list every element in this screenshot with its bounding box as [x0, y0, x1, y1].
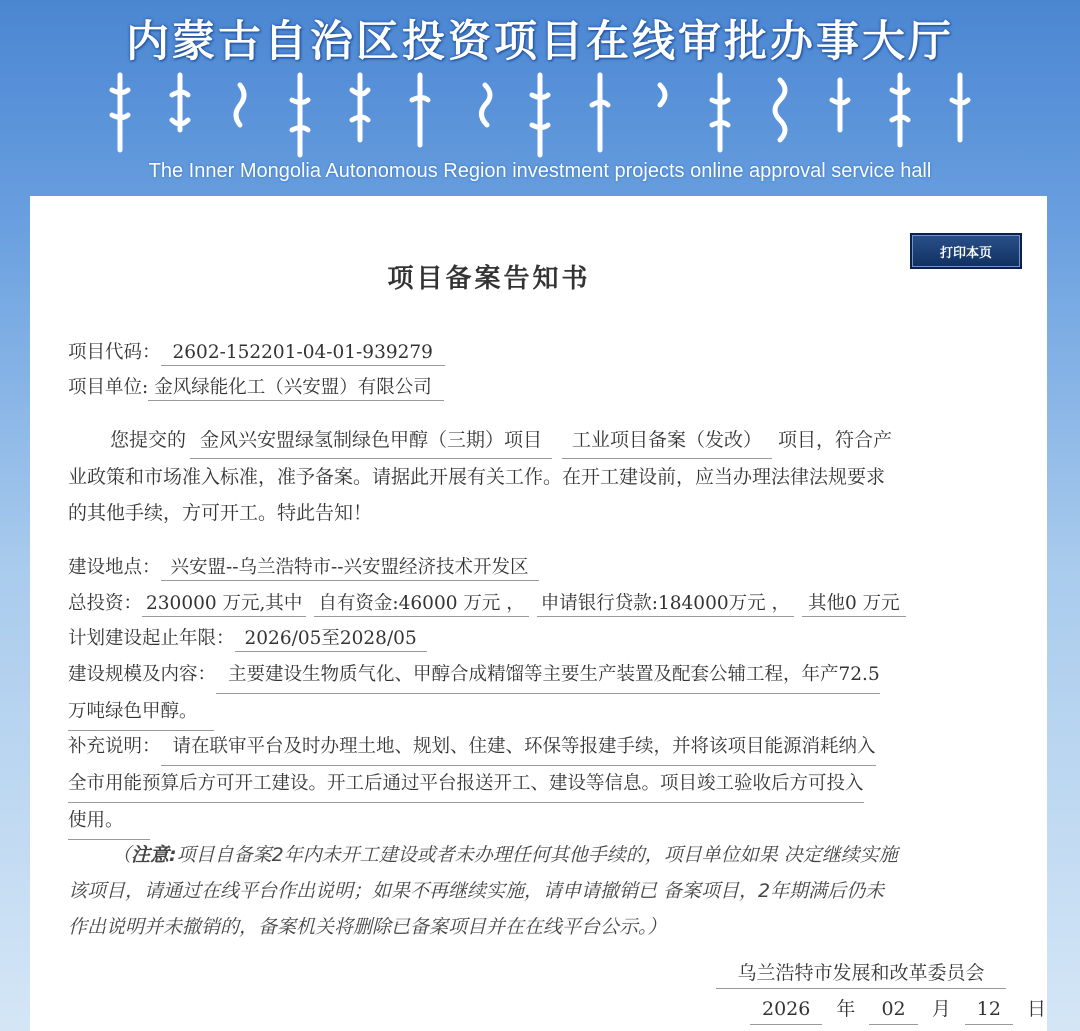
scale-value-1: 主要建设生物质气化、甲醇合成精馏等主要生产装置及配套公辅工程，年产72.5 [216, 657, 880, 694]
extra-value-2: 全市用能预算后方可开工建设。开工后通过平台报送开工、建设等信息。项目竣工验收后方可投入 [68, 766, 864, 803]
extra-line-2 [68, 766, 1018, 803]
issuing-authority: 乌兰浩特市发展和改革委员会 [716, 958, 1006, 989]
project-code-value: 2602-152201-04-01-939279 [161, 341, 445, 366]
intro-rest-3: 的其他手续，方可开工。特此告知！ [68, 502, 373, 524]
scale-value-2: 万吨绿色甲醇。 [68, 694, 214, 731]
location-label: 建设地点： [68, 557, 161, 578]
mongolian-script-graphic [100, 70, 980, 160]
note-text-1: 项目自备案2年内未开工建设或者未办理任何其他手续的，项目单位如果 决定继续实施 [176, 844, 898, 866]
date-year: 2026 [750, 994, 822, 1025]
scale-line-2 [68, 694, 1018, 731]
project-type: 工业项目备案（发改） [562, 422, 772, 459]
project-unit-value: 金风绿能化工（兴安盟）有限公司 [148, 376, 444, 401]
approval-paragraph [68, 422, 1010, 531]
project-code-row [68, 341, 445, 366]
note-text-3: 作出说明并未撤销的，备案机关将删除已备案项目并在在线平台公示。） [68, 916, 667, 938]
date-day-unit: 日 [1027, 998, 1047, 1020]
site-title: 内蒙古自治区投资项目在线审批办事大厅 [126, 17, 954, 67]
note-text-2: 该项目，请通过在线平台作出说明；如果不再继续实施，请申请撤销已 备案项目，2年期满后仍未 [68, 880, 885, 902]
extra-value-1: 请在联审平台及时办理土地、规划、住建、环保等报建手续，并将该项目能源消耗纳入 [161, 729, 876, 766]
project-unit-row [68, 376, 444, 401]
scale-line-1 [68, 657, 1018, 694]
mongolian-script-logo [100, 70, 980, 160]
date-month: 02 [869, 994, 917, 1025]
location-value: 兴安盟--乌兰浩特市--兴安盟经济技术开发区 [161, 556, 539, 581]
project-code-label: 项目代码： [68, 342, 161, 363]
note-line-1 [68, 837, 1018, 873]
period-row [68, 627, 427, 652]
notice-note [68, 837, 1018, 945]
extra-line-1 [68, 729, 1018, 766]
issue-date [750, 994, 1054, 1025]
project-unit-label: 项目单位: [68, 377, 149, 398]
intro-text: 您提交的 [110, 429, 187, 451]
scale-label: 建设规模及内容： [68, 664, 217, 685]
period-value: 2026/05至2028/05 [235, 627, 427, 652]
document-title: 项目备案告知书 [387, 264, 591, 294]
intro-rest-2: 业政策和市场准入标准，准予备案。请据此开展有关工作。在开工建设前，应当办理法律法规要求 [68, 466, 886, 488]
extra-label: 补充说明： [68, 736, 161, 757]
site-banner [0, 0, 1080, 196]
intro-rest-1: 项目，符合产 [778, 429, 893, 451]
extra-line-3 [68, 803, 1018, 840]
extra-block [68, 729, 1018, 840]
location-row [68, 556, 539, 581]
extra-value-3: 使用。 [68, 803, 150, 840]
investment-row [68, 592, 906, 617]
date-day: 12 [965, 994, 1013, 1025]
investment-other: 其他0 万元 [802, 592, 906, 617]
note-open: （ [112, 844, 132, 866]
notice-sheet [30, 196, 1047, 1031]
note-label: 注意: [131, 844, 177, 866]
project-name: 金风兴安盟绿氢制绿色甲醇（三期）项目 [190, 422, 552, 459]
investment-self: 自有资金:46000 万元 ， [314, 592, 528, 617]
date-year-unit: 年 [836, 998, 856, 1020]
scale-block [68, 657, 1018, 731]
print-page-button[interactable]: 打印本页 [910, 233, 1022, 269]
investment-loan: 申请银行贷款:184000万元 ， [537, 592, 794, 617]
investment-total: 230000 万元,其中 [142, 592, 306, 617]
approval-line-1 [68, 422, 1010, 459]
site-subtitle-en: The Inner Mongolia Autonomous Region investment projects online approval service hall [148, 160, 932, 182]
investment-label: 总投资： [68, 593, 143, 614]
period-label: 计划建设起止年限： [68, 628, 235, 649]
date-month-unit: 月 [931, 998, 951, 1020]
